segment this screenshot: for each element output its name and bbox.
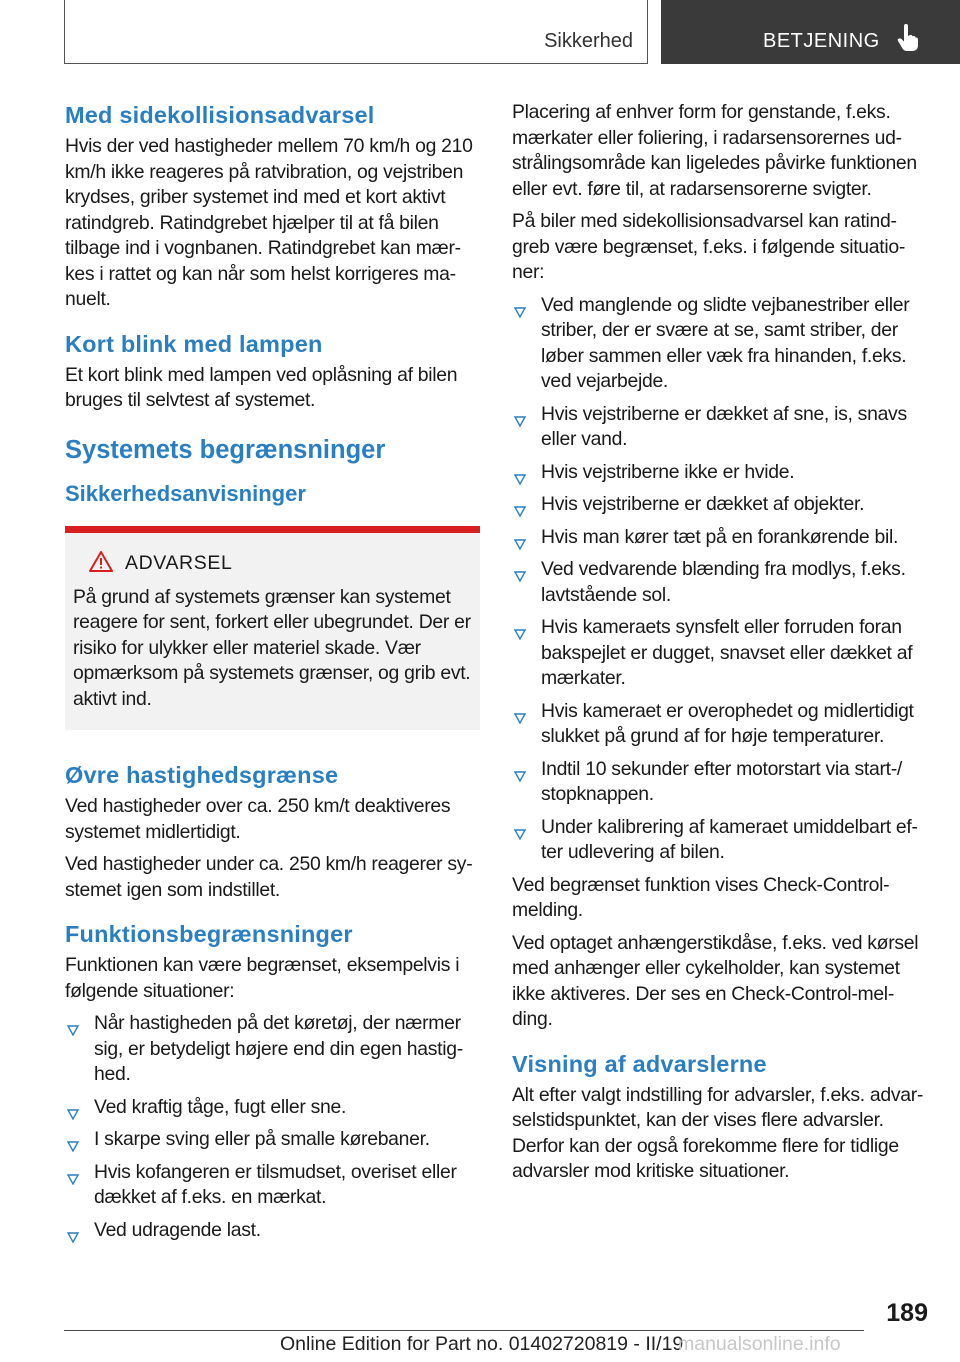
watermark: manualsonline.info	[678, 1333, 841, 1355]
list-item: I skarpe sving eller på smalle kørebaner.	[65, 1127, 480, 1153]
list-item: Ved kraftig tåge, fugt eller sne.	[65, 1095, 480, 1121]
triangle-bullet-icon	[67, 1102, 79, 1128]
list-item: Hvis vejstriberne er dækket af sne, is, snavs eller vand.	[512, 402, 926, 453]
page-number: 189	[886, 1299, 928, 1327]
list-item: Hvis vejstriberne ikke er hvide.	[512, 460, 926, 486]
triangle-bullet-icon	[514, 706, 526, 732]
list-item: Hvis kameraet er overophedet og midlertidigt slukket på grund af for høje temperaturer.	[512, 699, 926, 750]
list-item: Indtil 10 sekunder efter motorstart via start-/ stopknappen.	[512, 757, 926, 808]
function-limits-list	[65, 1011, 480, 1243]
heading-side-collision: Med sidekollisionsadvarsel	[65, 102, 375, 128]
paragraph-side-collision: Hvis der ved hastigheder mellem 70 km/h og 210 km/h ikke reageres på ratvibration, og vejstriben krydses, griber systemet ind med et kort aktivt ratindgreb. Ratindgrebet hjælper til at få bilen tilbage ind i vognbanen. Ratindgrebet kan mærkes i rattet og kan når som helst korrigeres manuelt.	[65, 135, 473, 310]
paragraph-trailer: Ved optaget anhængerstikdåse, f.eks. ved kørsel med anhænger eller cykelholder, kan systemet ikke aktiveres. Der ses en Check-Control-melding.	[512, 931, 919, 1030]
paragraph-function-limits: Funktionen kan være begrænset, eksempelvis i følgende situationer:	[65, 954, 460, 1002]
heading-warning-display: Visning af advarslerne	[512, 1050, 767, 1077]
triangle-bullet-icon	[514, 622, 526, 648]
header-section-box	[64, 0, 648, 64]
paragraph-speed-2: Ved hastigheder under ca. 250 km/h reagerer systemet igen som indstillet.	[65, 853, 473, 901]
list-item: Under kalibrering af kameraet umiddelbart efter udlevering af bilen.	[512, 815, 926, 866]
footer-divider	[64, 1330, 864, 1331]
paragraph-check-control: Ved begrænset funktion vises Check-Control-melding.	[512, 873, 890, 921]
heading-safety-notes: Sikkerhedsanvisninger	[65, 480, 306, 506]
triangle-bullet-icon	[514, 764, 526, 790]
triangle-bullet-icon	[514, 467, 526, 493]
warning-triangle-icon	[89, 551, 113, 577]
paragraph-placement: Placering af enhver form for genstande, f.eks. mærkater eller foliering, i radarsensorernes udstrålingsområde kan ligeledes påvirke funktionen eller evt. føre til, at radarsensorerne svigter.	[512, 101, 917, 200]
steering-limits-list	[512, 293, 926, 866]
list-item: Ved udragende last.	[65, 1218, 480, 1244]
list-item: Ved vedvarende blænding fra modlys, f.eks. lavtstående sol.	[512, 557, 926, 608]
chapter-tab	[661, 0, 960, 64]
triangle-bullet-icon	[514, 822, 526, 848]
triangle-bullet-icon	[67, 1134, 79, 1160]
list-item: Hvis vejstriberne er dækket af objekter.	[512, 492, 926, 518]
list-item: Når hastigheden på det køretøj, der nærmer sig, er betydeligt højere end din egen hastighed.	[65, 1011, 480, 1088]
list-item: Hvis kofangeren er tilsmudset, overiset eller dækket af f.eks. en mærkat.	[65, 1160, 480, 1211]
triangle-bullet-icon	[514, 499, 526, 525]
list-item: Hvis man kører tæt på en forankørende bil.	[512, 525, 926, 551]
triangle-bullet-icon	[67, 1167, 79, 1193]
left-column	[65, 100, 480, 1250]
triangle-bullet-icon	[514, 532, 526, 558]
triangle-bullet-icon	[67, 1225, 79, 1251]
warning-box	[65, 526, 480, 731]
heading-short-blink: Kort blink med lampen	[65, 330, 323, 357]
triangle-bullet-icon	[514, 409, 526, 435]
chapter-title: BETJENING	[763, 30, 880, 52]
edition-text: Online Edition for Part no. 01402720819 - II/19	[280, 1333, 684, 1355]
heading-upper-speed-limit: Øvre hastighedsgrænse	[65, 762, 339, 788]
triangle-bullet-icon	[514, 300, 526, 326]
heading-system-limits: Systemets begrænsninger	[65, 435, 386, 464]
pointing-hand-icon	[897, 24, 919, 57]
paragraph-short-blink: Et kort blink med lampen ved oplåsning af bilen bruges til selvtest af systemet.	[65, 363, 458, 411]
warning-title: ADVARSEL	[125, 552, 233, 574]
triangle-bullet-icon	[67, 1018, 79, 1044]
paragraph-warning-display: Alt efter valgt indstilling for advarsler, f.eks. advarselstidspunktet, kan der vises flere advarsler. Derfor kan der også forekomme flere for tidlige advarsler mod kritiske situationer.	[512, 1083, 924, 1182]
list-item: Hvis kameraets synsfelt eller forruden foran bakspejlet er dugget, snavset eller dækket af mærkater.	[512, 615, 926, 692]
section-title: Sikkerhed	[544, 30, 633, 52]
list-item: Ved manglende og slidte vejbanestriber eller striber, der er svære at se, samt striber, der løber sammen eller væk fra hinanden, f.eks. ved vejarbejde.	[512, 293, 926, 395]
right-column	[512, 100, 926, 1192]
paragraph-cars: På biler med sidekollisionsadvarsel kan ratindgreb være begrænset, f.eks. i følgende situationer:	[512, 210, 906, 283]
warning-text: På grund af systemets grænser kan systemet reagere for sent, forkert eller ubegrundet. Der er risiko for ulykker eller materiel skade. Vær opmærksom på systemets grænser, og grib evt. aktivt ind.	[73, 585, 471, 710]
paragraph-speed-1: Ved hastigheder over ca. 250 km/t deaktiveres systemet midlertidigt.	[65, 795, 451, 843]
heading-function-limits: Funktionsbegrænsninger	[65, 921, 353, 947]
triangle-bullet-icon	[514, 564, 526, 590]
